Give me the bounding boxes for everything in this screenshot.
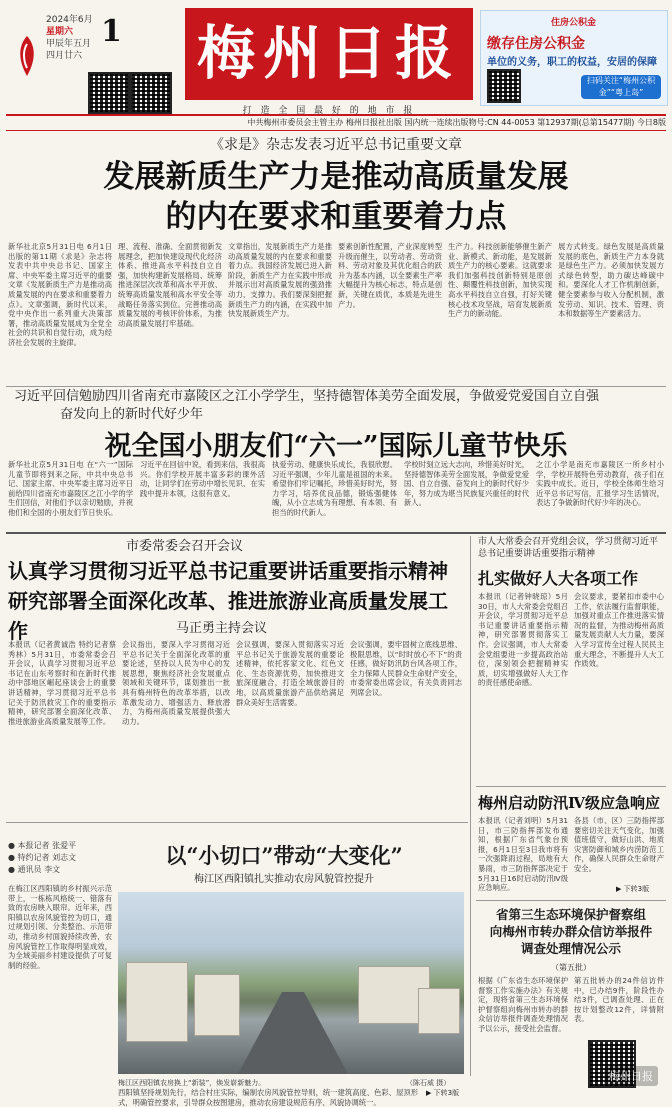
children-headline: 祝全国小朋友们“六一”国际儿童节快乐 <box>104 431 568 462</box>
lunar-line-1: 甲辰年五月 <box>46 39 92 49</box>
npc-article <box>476 534 666 784</box>
lead-body-col: 文章指出，发展新质生产力是推动高质量发展的内在要求和重要着力点。我国经济发展已进入新阶段，新质生产力在实践中形成并展示出对高质量发展的强劲推动力、支撑力。我们要深刻把握新质生产力的内涵，在实践中加快发展新质生产力。 <box>228 242 332 319</box>
inspection-headline-line1: 省第三生态环境保护督察组 <box>495 907 646 922</box>
standing-kicker: 市委常委会召开会议 <box>126 539 244 554</box>
feature-continued-label: 下转3版 <box>433 1089 460 1097</box>
inspection-headline-line3: 调查处理情况公示 <box>520 941 621 956</box>
byline-comm: ● 通讯员 李文 <box>8 865 61 874</box>
npc-body-col: 本报讯（记者钟晓琼）5月30日，市人大常委会党组召开会议，学习贯彻习近平总书记重要讲话重要指示精神，研究部署贯彻落实工作。会议强调，市人大常委会党组要进一步提高政治站位，深刻领会把握精神实质，切实增强做好人大工作的责任感使命感。 <box>478 592 568 688</box>
standing-headline-line1: 认真学习贯彻习近平总书记重要讲话重要指示精神 <box>8 559 448 583</box>
date-line: 2024年6月 <box>46 15 93 25</box>
flood-continued: ▶ 下转3版 <box>616 885 650 893</box>
weekday: 星期六 <box>46 27 74 37</box>
feature-photo <box>118 892 464 1074</box>
date-text <box>46 14 93 62</box>
newspaper-logo-icon <box>14 34 40 78</box>
npc-kicker: 市人大常委会召开党组会议，学习贯彻习近平总书记重要讲话重要指示精神 <box>478 537 659 559</box>
byline-corr: ● 特约记者 刘志文 <box>8 853 77 862</box>
masthead <box>185 8 473 100</box>
masthead-title: 梅州日报 <box>196 19 461 87</box>
children-body-col: 新华社北京5月31日电 在“六一”国际儿童节即将到来之际，中共中央总书记、国家主席、中央军委主席习近平日前给四川省南充市嘉陵区之江小学的学生们回信，对他们予以亲切勉励，并祝他们和全国的小朋友们节日快乐。 <box>8 460 133 517</box>
lead-body-col: 新华社北京5月31日电 6月1日出版的第11期《求是》杂志将发表中共中央总书记、国家主席、中央军委主席习近平的重要文章《发展新质生产力是推动高质量发展的内在要求和重要着力点》。文章强调，新时代以来，党中央作出一系列重大决策部署，推动高质量发展成为全党全社会的共识和自觉行动，成为经济社会发展的主旋律。 <box>8 242 112 347</box>
lead-body-col: 理、流程、准确、全面贯彻新发展理念，把加快建设现代化经济体系、推进高水平科技自立自强，加快构建新发展格局、统筹推进深层次改革和高水平开放、统筹高质量发展和高水平安全等战略任务落实到位。完善推动高质量发展的考核评价体系，为推动高质量发展打牢基础。 <box>118 242 222 328</box>
npc-headline: 扎实做好人大各项工作 <box>478 569 639 588</box>
ad-title: 缴存住房公积金 <box>487 36 585 52</box>
divider <box>476 786 666 787</box>
children-body-col: 之江小学是南充市嘉陵区一所乡村小学，学校开展特色劳动教育，孩子们在实践中成长。近日，学校全体师生给习近平总书记写信，汇报学习生活情况，表达了争做新时代好少年的决心。 <box>536 460 664 508</box>
children-body-col: 学校时刻立远大志向，珍惜美好时光，坚持德智体美劳全面发展，争做爱党爱国、自立自强、奋发向上的新时代好少年，努力成为堪当民族复兴重任的时代新人。 <box>404 460 529 508</box>
date-block <box>6 4 166 114</box>
flood-body-col: 本报讯（记者刘明）5月31日，市三防指挥部发布通知，根据广东省气象台预报，6月1日至3日我市将有一次强降雨过程，局地有大暴雨，市三防指挥部决定于5月31日16时启动防汛Ⅳ级应急响应。 <box>478 816 568 893</box>
flood-continued-label: 下转3版 <box>623 885 650 893</box>
photo-credit: （陈石威 摄） <box>406 1079 451 1087</box>
ad-subtitle: 单位的义务，职工的权益，安居的保障 <box>487 57 657 68</box>
page-number: 1 <box>101 14 122 49</box>
feature-body-bottom: 西阳镇坚持规划先行，结合村庄实际，编制农房风貌管控导则，统一建筑高度、色彩、屋顶形式，明确管控要求，引导群众按图建房，推动农房建设规范有序、风貌协调统一。 <box>118 1088 418 1107</box>
standing-body-col: 本报讯（记者黄诚浩 特约记者蔡秀林）5月31日，市委常委会召开会议，认真学习贯彻习近平总书记在山东考察时和在新时代推动中部地区崛起座谈会上的重要讲话精神，学习贯彻习近平总书记关于防汛救灾工作的重要指示精神，研究部署全面深化改革、推进旅游业高质量发展等工作。 <box>8 640 116 726</box>
building <box>418 988 460 1034</box>
divider <box>6 386 666 387</box>
qr-code-icon <box>88 72 130 114</box>
watermark: 梅州日报 <box>604 1066 658 1086</box>
qr-code-icon <box>130 72 172 114</box>
lead-body-col: 生产力。科技创新能够催生新产业、新模式、新动能，是发展新质生产力的核心要素。这就要求我们加强科技创新特别是原创性、颠覆性科技创新，加快实现高水平科技自立自强，打好关键核心技术攻坚战，培育发展新质生产力的新动能。 <box>448 242 552 319</box>
standing-body-col: 会议强调，要深入贯彻落实习近平总书记关于旅游发展的重要论述精神，依托客家文化、红色文化、生态资源优势，加快推进文旅深度融合，打造全域旅游目的地，以高质量旅游产品供给满足群众美好生活需要。 <box>236 640 344 707</box>
building <box>194 974 240 1036</box>
divider <box>6 822 468 823</box>
divider <box>476 900 666 901</box>
qr-code-icon <box>487 69 521 103</box>
feature-headline: 以“小切口”带动“大变化” <box>165 843 403 868</box>
lead-body-col: 展方式转变。绿色发展是高质量发展的底色，新质生产力本身就是绿色生产力。必须加快发展方式绿色转型，助力碳达峰碳中和。要深化人才工作机制创新，健全要素参与收入分配机制，激发劳动、知识、技术、管理、资本和数据等生产要素活力。 <box>558 242 664 319</box>
feature-subhead: 梅江区西阳镇扎实推动农房风貌管控提升 <box>194 874 374 885</box>
column-divider <box>470 536 471 1076</box>
inspection-headline <box>478 906 664 957</box>
standing-body-col: 会议指出，要深入学习贯彻习近平总书记关于全面深化改革的重要论述，坚持以人民为中心的发展思想，聚焦经济社会发展重点领域和关键环节，谋划推出一批具有梅州特色的改革举措，以改革激发动力、增强活力、释放潜力，为梅州高质量发展提供强大动力。 <box>122 640 230 726</box>
building <box>126 962 188 1042</box>
feature-body-col: 在梅江区西阳镇的乡村振兴示范带上，一栋栋风格统一、错落有致的农房映入眼帘。近年来，西阳镇以农房风貌管控为切口，通过规划引领、分类整治、示范带动，推动乡村面貌持续改善，农房风貌管控工作取得明显成效，为全域美丽乡村建设提供了可复制的经验。 <box>8 884 112 970</box>
standing-headline-line2: 研究部署全面深化改革、推进旅游业高质量发展工作 <box>8 589 448 643</box>
flood-body-col: 各县（市、区）三防指挥部要密切关注天气变化，加强值班值守，做好山洪、地质灾害防御和城乡内涝防范工作，确保人民群众生命财产安全。 <box>574 816 664 873</box>
children-body-col: 习近平在回信中说，看到来信，我很高兴。你们学校开展丰富多彩的课外活动，让同学们在劳动中增长见识、在实践中提升本领，这很有意义。 <box>140 460 265 498</box>
inspection-headline-line2: 向梅州市转办群众信访举报件 <box>489 924 653 939</box>
lunar-line-2: 四月廿六 <box>46 51 83 61</box>
inspection-body-col: 第五批转办的24件信访件中，已办结9件，阶段性办结3件，已调查处理、正在按计划整改12件，详情附表。 <box>574 976 664 1024</box>
npc-body-col: 会议要求，要紧扣市委中心工作，依法履行监督职能，加强对重点工作推进落实情况的监督，为推动梅州高质量发展贡献人大力量，要深入学习宣传全过程人民民主重大理念，不断提升人大工作质效。 <box>574 592 664 669</box>
children-kicker-line2: 奋发向上的新时代好少年 <box>60 407 204 422</box>
road <box>238 992 348 1074</box>
feature-continued: ▶ 下转3版 <box>426 1089 460 1097</box>
inspection-batch: （第五批） <box>551 963 591 972</box>
children-kicker-line1: 习近平回信勉励四川省南充市嘉陵区之江小学学生，坚持德智体美劳全面发展，争做爱党爱国自立自强 <box>14 389 600 404</box>
lead-headline-line1: 发展新质生产力是推动高质量发展 <box>103 159 569 195</box>
photo-caption: 梅江区西阳镇农房换上“新装”，焕发崭新魅力。 <box>118 1079 266 1087</box>
lead-body-col: 要素创新性配置，产业深度转型升级而催生，以劳动者、劳动资料、劳动对象及其优化组合的跃升为基本内涵，以全要素生产率大幅提升为核心标志，特点是创新，关键在质优，本质是先进生产力。 <box>338 242 442 309</box>
housing-fund-ad <box>480 10 668 106</box>
flood-article <box>476 788 666 898</box>
feature-article <box>6 824 468 1107</box>
standing-body-col: 会议强调，要牢固树立底线思维、极限思维，以“时时放心不下”的责任感，做好防汛防台风各项工作，全力保障人民群众生命财产安全，市委常委出席会议，有关负责同志列席会议。 <box>350 640 462 697</box>
ad-brand: 住房公积金 <box>551 18 597 28</box>
standing-committee-article <box>6 534 466 819</box>
ad-button: 扫码关注“梅州公积金”“粤上岛” <box>581 75 661 99</box>
byline-editor: ● 本报记者 张爱平 <box>8 841 77 850</box>
standing-chair: 马正勇主持会议 <box>176 621 268 636</box>
feature-bylines <box>8 840 108 876</box>
flood-headline: 梅州启动防汛Ⅳ级应急响应 <box>478 794 661 812</box>
inspection-body-col: 根据《广东省生态环境保护督察工作实施办法》有关规定，现将省第三生态环境保护督察组向梅州市转办的群众信访举报件调查处理情况予以公示，接受社会监督。 <box>478 976 568 1033</box>
children-body-col: 执爱劳动、健康快乐成长，我很欣慰。习近平强调，少年儿童是祖国的未来。希望你们牢记嘱托，珍惜美好时光，努力学习，培养优良品德，锻炼强健体魄，从小立志成为有理想、有本领、有担当的时代新人。 <box>272 460 397 517</box>
slogan: 打 造 全 国 最 好 的 地 市 报 <box>242 106 416 116</box>
lead-kicker: 《求是》杂志发表习近平总书记重要文章 <box>210 137 462 153</box>
info-bar: 中共梅州市委员会主管主办 梅州日报社出版 国内统一连续出版物号:CN 44-0053 第12937期(总第15477期) 今日8版 <box>6 114 666 131</box>
lead-headline-line2: 的内在要求和重要着力点 <box>165 199 507 235</box>
